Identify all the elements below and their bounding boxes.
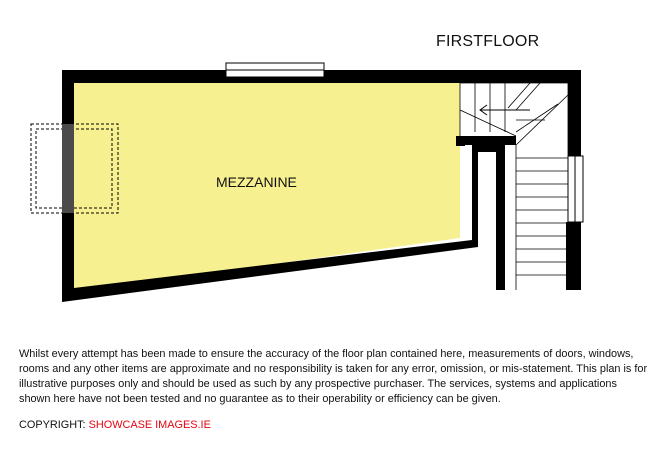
disclaimer-text: Whilst every attempt has been made to ensure the accuracy of the floor plan contained here, measurements of doors, windows, rooms and any other items are approximate and no responsibility is taken for any error, omission, or mis-statement. This plan is for illustrative purposes only and should be used as such by any prospective purchaser. The services, systems and applications shown here have not been tested and no guarantee as to their operability or efficiency can be given. (19, 348, 648, 405)
rooflight-shade (62, 124, 74, 213)
window-right (568, 156, 583, 222)
room-label-mezzanine: MEZZANINE (216, 174, 297, 190)
copyright-prefix: COPYRIGHT: (19, 419, 89, 431)
window-top (226, 63, 324, 77)
floor-title: FIRSTFLOOR (436, 33, 540, 50)
wall-stair-post (456, 136, 465, 146)
copyright-line (19, 419, 211, 431)
copyright-brand: SHOWCASE IMAGES.IE (88, 419, 211, 431)
